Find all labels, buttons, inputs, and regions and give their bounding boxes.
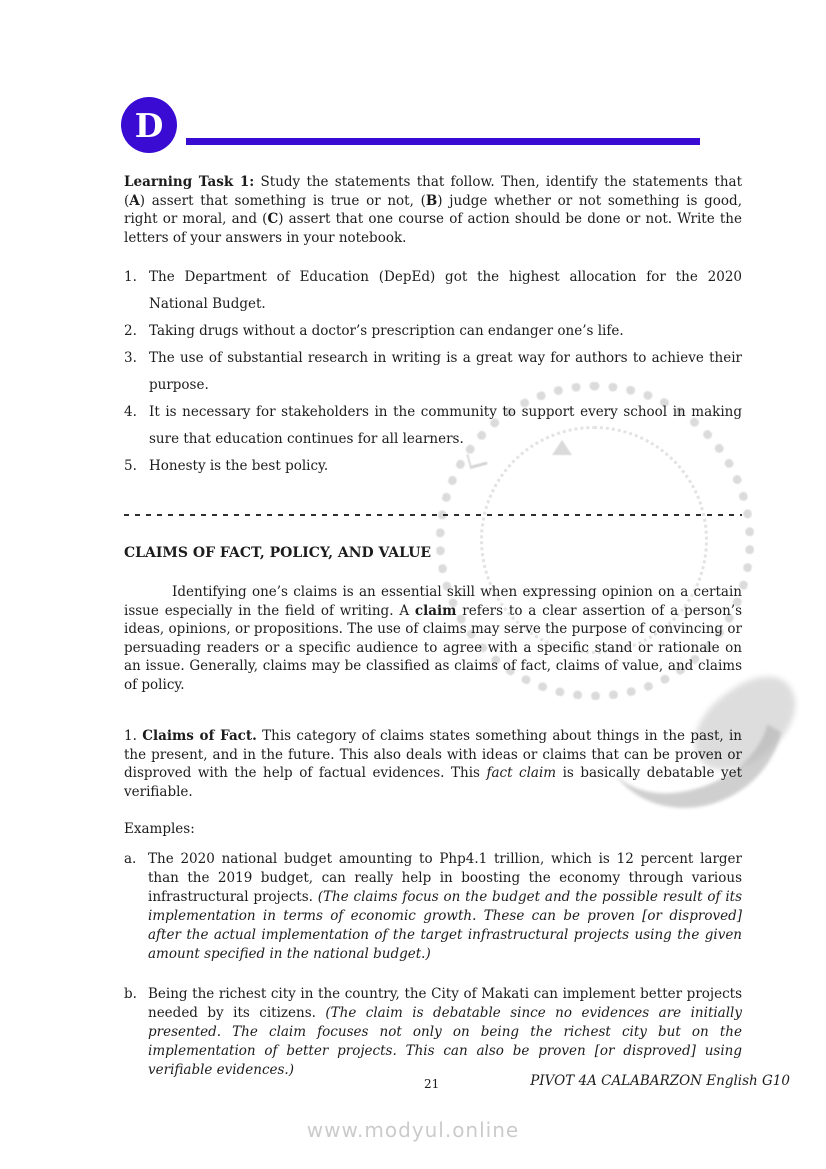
task-item-text: Taking drugs without a doctor’s prescription can endanger one’s life. [149,323,624,339]
task-item [124,399,742,453]
task-item [124,318,742,345]
example-text: Being the richest city in the country, the City of Makati can implement better projects needed by its citizens. (The claim is debatable since no evidences are initially presented. The claim focuses not only on being the richest city but on the implementation of better projects. This can also be proven [or disproved] using verifiable evidences.) [148,986,742,1078]
dashed-separator [124,514,742,516]
example-item [124,850,742,964]
section-heading: CLAIMS OF FACT, POLICY, AND VALUE [124,545,432,561]
example-letter: a. [124,851,137,867]
footer-source-title: PIVOT 4A CALABARZON English G10 [530,1073,790,1089]
task-item-text: It is necessary for stakeholders in the community to support every school in making sure that education continues for all learners. [149,404,742,447]
site-watermark: www.modyul.online [306,1118,520,1142]
task-item-number: 5. [124,458,137,474]
task-item-number: 2. [124,323,137,339]
header-rule [186,138,700,145]
badge-letter: D [134,105,164,145]
task-list [124,264,742,480]
task-item-number: 3. [124,350,137,366]
example-letter: b. [124,986,137,1002]
task-item [124,345,742,399]
task-item-text: Honesty is the best policy. [149,458,329,474]
task-item [124,264,742,318]
task-item-number: 4. [124,404,137,420]
page-content [124,173,742,1080]
claims-of-fact-paragraph: 1. Claims of Fact. This category of claims states something about things in the past, in the present, and in the future. This also deals with ideas or claims that can be proven or disproved with the help of factual evidences. This fact claim is basically debatable yet verifiable. [124,728,742,800]
example-text: The 2020 national budget amounting to Php4.1 trillion, which is 12 percent larger than the 2019 budget, can really help in boosting the economy through various infrastructural projects. (The claims focus on the budget and the possible result of its implementation in terms of economic growth. These can be proven [or disproved] after the actual implementation of the target infrastructural projects using the given amount specified in the national budget.) [148,851,742,962]
examples-label: Examples: [124,821,195,837]
task-item-text: The use of substantial research in writing is a great way for authors to achieve their purpose. [149,350,742,393]
task-item [124,453,742,480]
task-item-text: The Department of Education (DepEd) got the highest allocation for the 2020 National Budget. [149,269,742,312]
example-item [124,985,742,1080]
claims-intro-paragraph: Identifying one’s claims is an essential skill when expressing opinion on a certain issue especially in the field of writing. A claim refers to a clear assertion of a person’s ideas, opinions, or propositions. The use of claims may serve the purpose of convincing or persuading readers or a specific audience to agree with a specific stand or rationale on an issue. Generally, claims may be classified as claims of fact, claims of value, and claims of policy. [124,584,742,693]
page-number: 21 [424,1077,440,1091]
learning-task-intro: Learning Task 1: Study the statements that follow. Then, identify the statements that (A) assert that something is true or not, (B) judge whether or not something is good, right or moral, and (C) assert that one course of action should be done or not. Write the letters of your answers in your notebook. [124,174,742,246]
task-item-number: 1. [124,269,137,285]
section-letter-badge [121,97,177,153]
